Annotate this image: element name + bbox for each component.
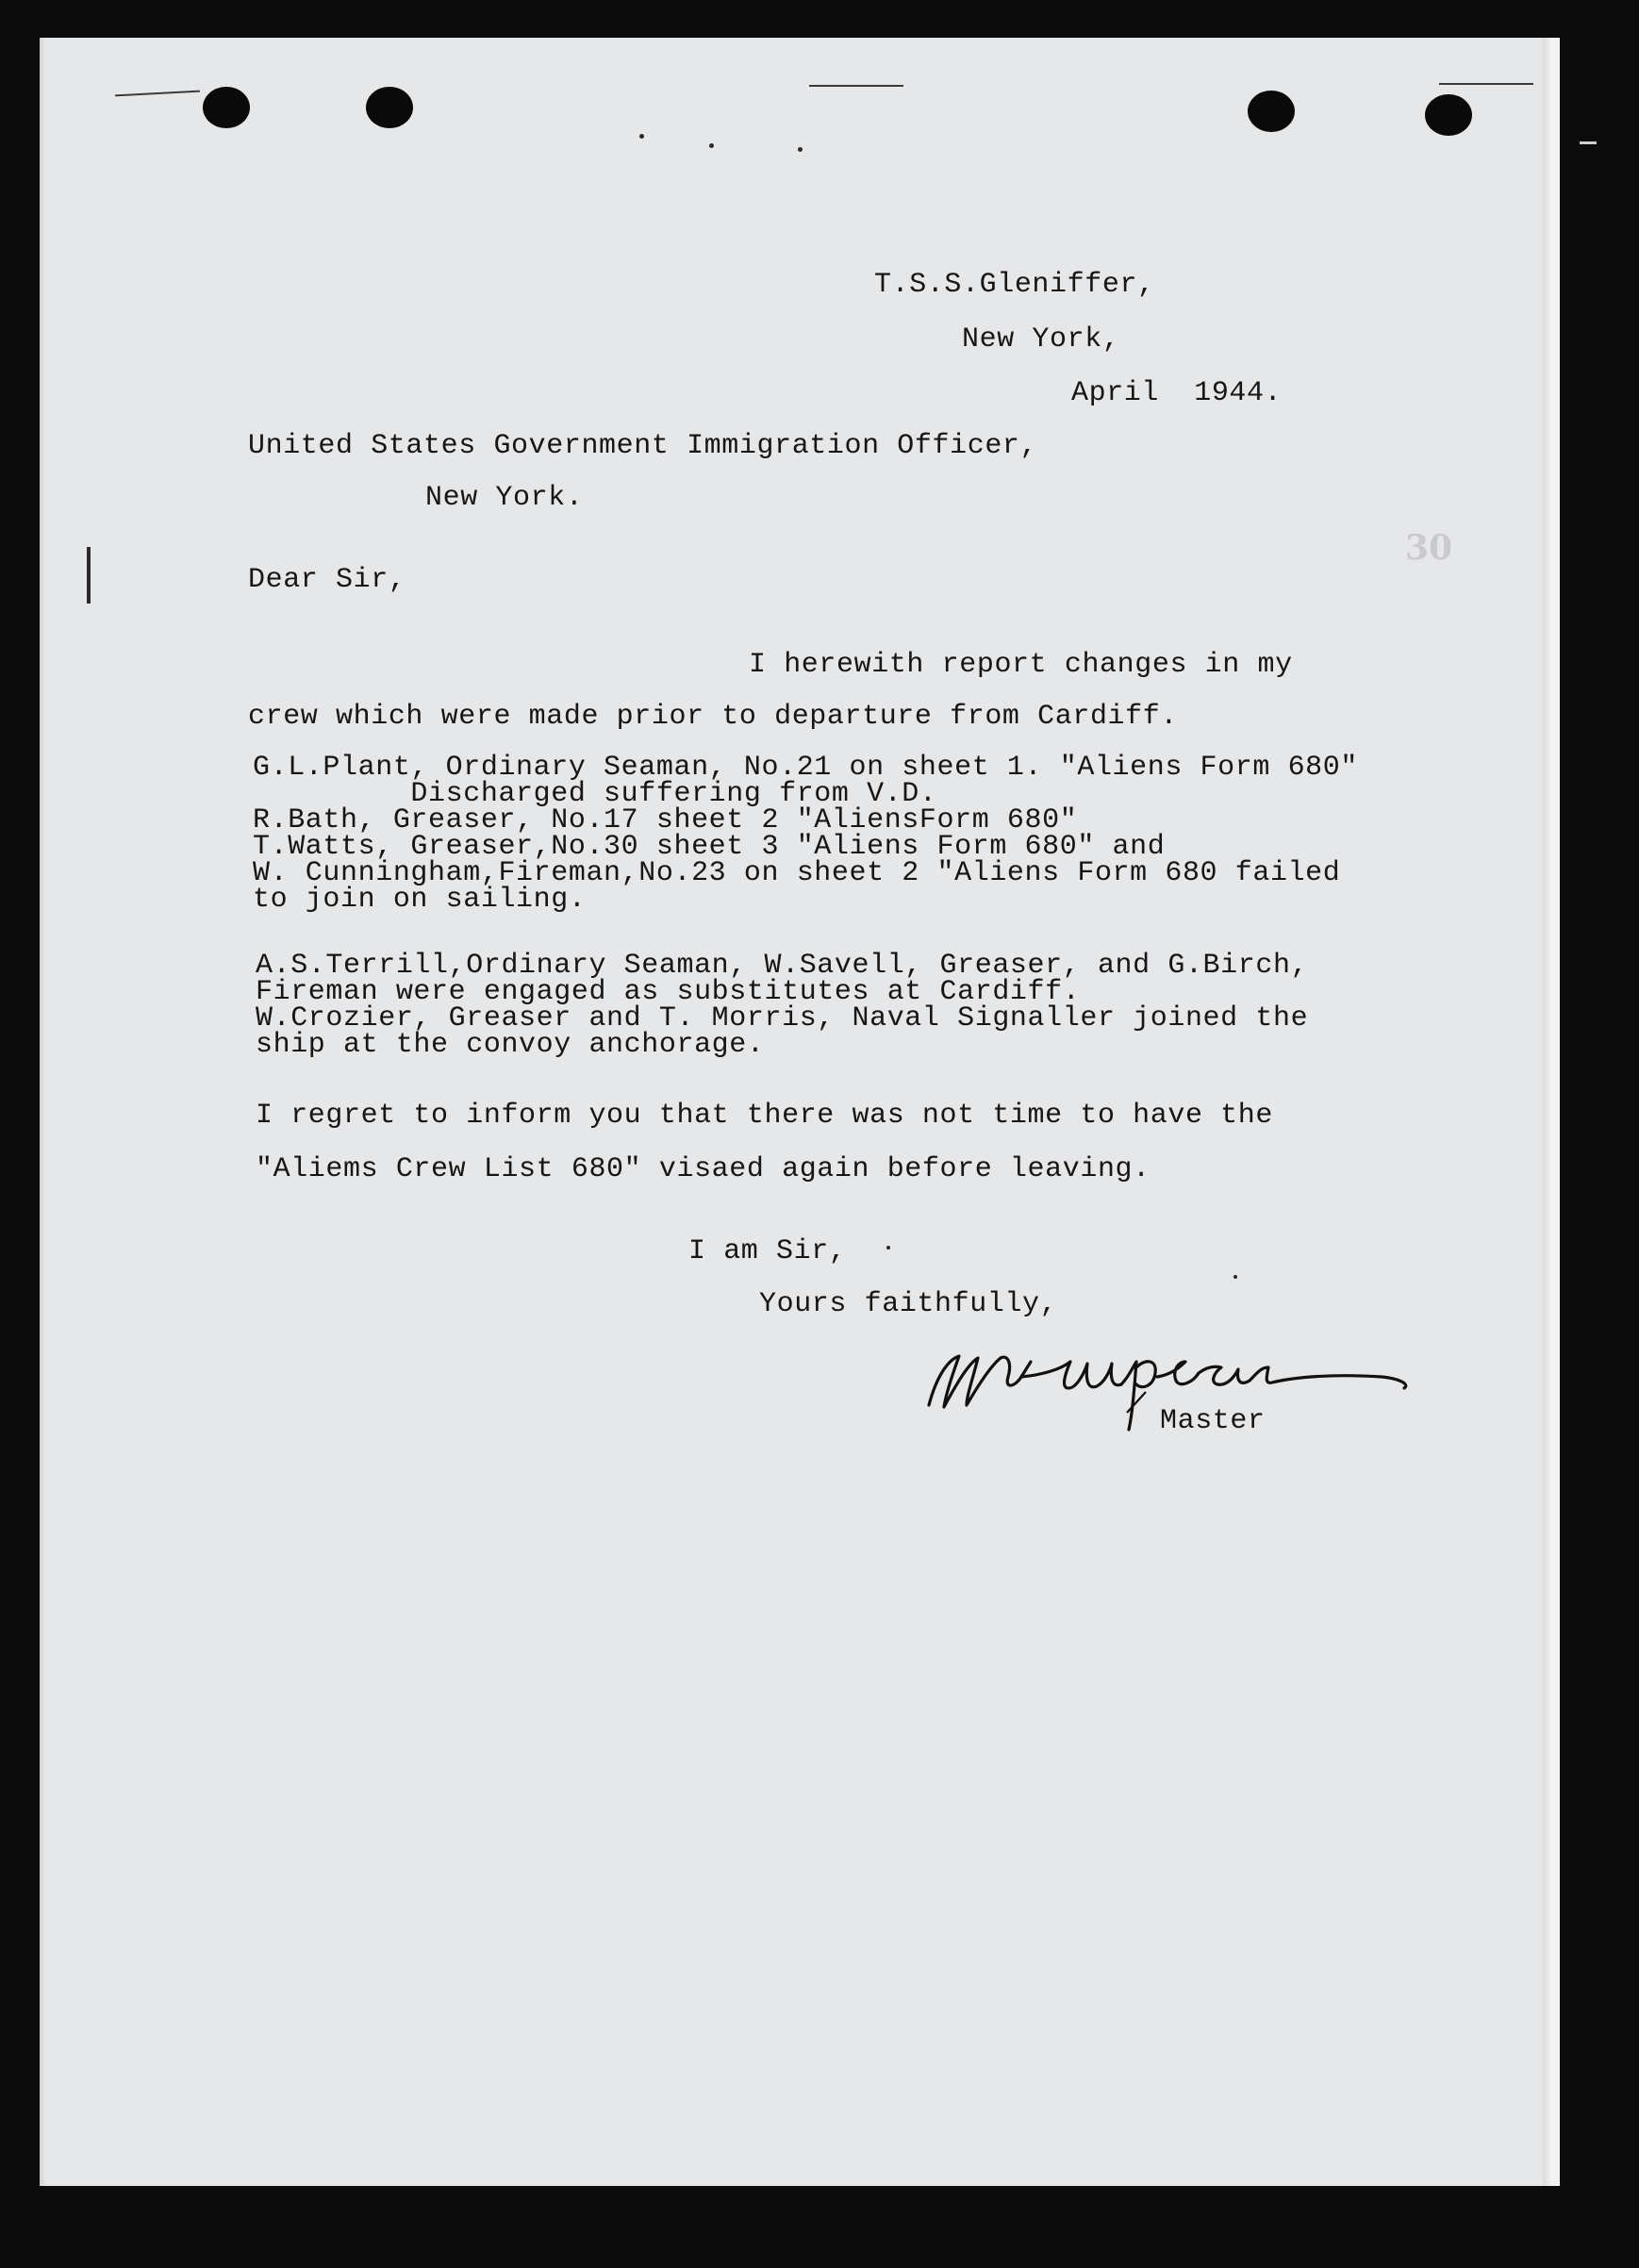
substitute-line: A.S.Terrill,Ordinary Seaman, W.Savell, Greaser, and G.Birch, [256,950,1309,982]
change-line: T.Watts, Greaser,No.30 sheet 3 "Aliens Form 680" and [253,831,1166,863]
scan-mark [809,85,903,87]
regret-line-1: I regret to inform you that there was not time to have the [256,1100,1273,1132]
scan-mark [1439,83,1533,85]
scan-mark [115,91,200,97]
change-line: Discharged suffering from V.D. [253,778,937,810]
recipient-line-1: United States Government Immigration Officer, [248,430,1038,462]
substitute-line: ship at the convoy anchorage. [256,1029,765,1061]
letter-page [40,38,1560,2186]
page-shadow [40,38,45,2186]
salutation: Dear Sir, [248,564,406,596]
change-line: R.Bath, Greaser, No.17 sheet 2 "AliensForm 680" [253,804,1078,836]
page-edge [1543,38,1552,2186]
scan-speck [798,147,803,152]
change-line: W. Cunningham,Fireman,No.23 on sheet 2 "Aliens Form 680 failed [253,857,1341,889]
punch-hole [203,87,250,128]
punch-hole [366,87,413,128]
scan-mark [1580,141,1597,144]
scan-speck [709,143,714,148]
scan-mark [87,547,91,604]
ship-name: T.S.S.Gleniffer, [874,269,1155,301]
city: New York, [962,323,1120,356]
date: April 1944. [1071,377,1283,409]
substitute-line: W.Crozier, Greaser and T. Morris, Naval Signaller joined the [256,1002,1309,1035]
signature-title: Master [1160,1405,1266,1437]
margin-mark: 30 [1405,528,1453,568]
punch-hole [1425,94,1472,136]
closing-2: Yours faithfully, [759,1288,1058,1320]
regret-line-2: "Aliems Crew List 680" visaed again before leaving. [256,1153,1151,1185]
change-line: G.L.Plant, Ordinary Seaman, No.21 on sheet 1. "Aliens Form 680" [253,752,1358,784]
punch-hole [1248,91,1295,132]
scan-speck [639,134,644,139]
closing-1: I am Sir, [688,1235,847,1267]
body-para-1-line-2: crew which were made prior to departure from Cardiff. [248,701,1178,733]
recipient-line-2: New York. [425,482,584,514]
scan-speck [886,1246,890,1250]
scan-speck [1233,1275,1237,1279]
change-line: to join on sailing. [253,884,587,916]
substitute-line: Fireman were engaged as substitutes at Cardiff. [256,976,1081,1008]
body-para-1-line-1: I herewith report changes in my [749,649,1293,681]
